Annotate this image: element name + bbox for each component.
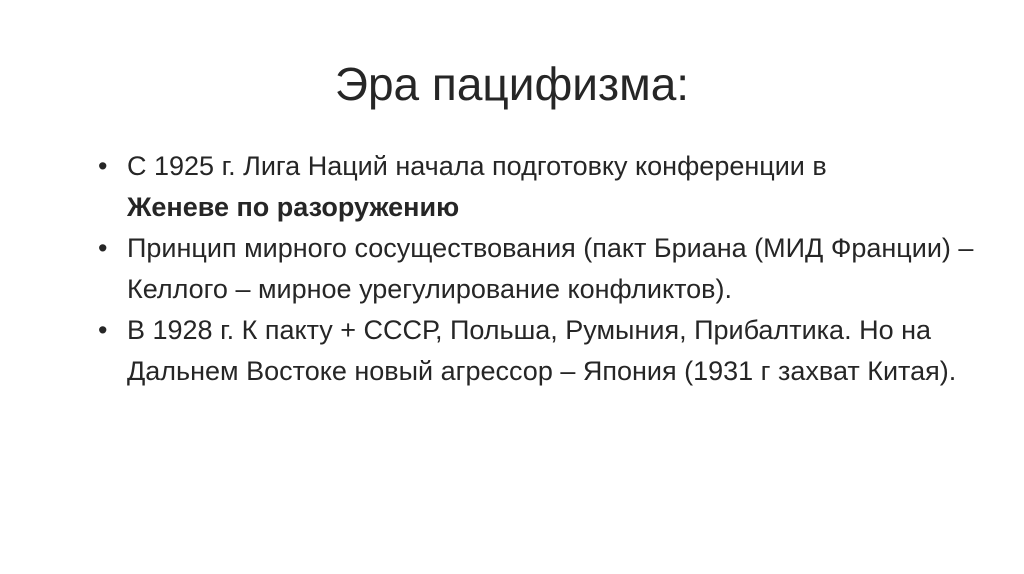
bullet-list xyxy=(96,146,976,392)
bullet-marker: • xyxy=(98,151,108,181)
bullet-marker: • xyxy=(98,315,108,345)
slide-title: Эра пацифизма: xyxy=(334,58,690,110)
bullet-item-3 xyxy=(96,310,976,392)
bullet-item-2 xyxy=(96,228,976,310)
bullet-2-text: Принцип мирного сосуществования (пакт Бриана (МИД Франции) – Келлого – мирное урегулирование конфликтов). xyxy=(127,233,974,304)
bullet-3-text: В 1928 г. К пакту + СССР, Польша, Румыния, Прибалтика. Но на Дальнем Востоке новый агрессор – Япония (1931 г захват Китая). xyxy=(127,315,957,386)
bullet-marker: • xyxy=(98,233,108,263)
bullet-item-1 xyxy=(96,146,976,228)
bullet-1-text: С 1925 г. Лига Наций начала подготовку конференции в xyxy=(127,151,827,181)
bullet-1-bold-text: Женеве по разоружению xyxy=(127,192,460,222)
